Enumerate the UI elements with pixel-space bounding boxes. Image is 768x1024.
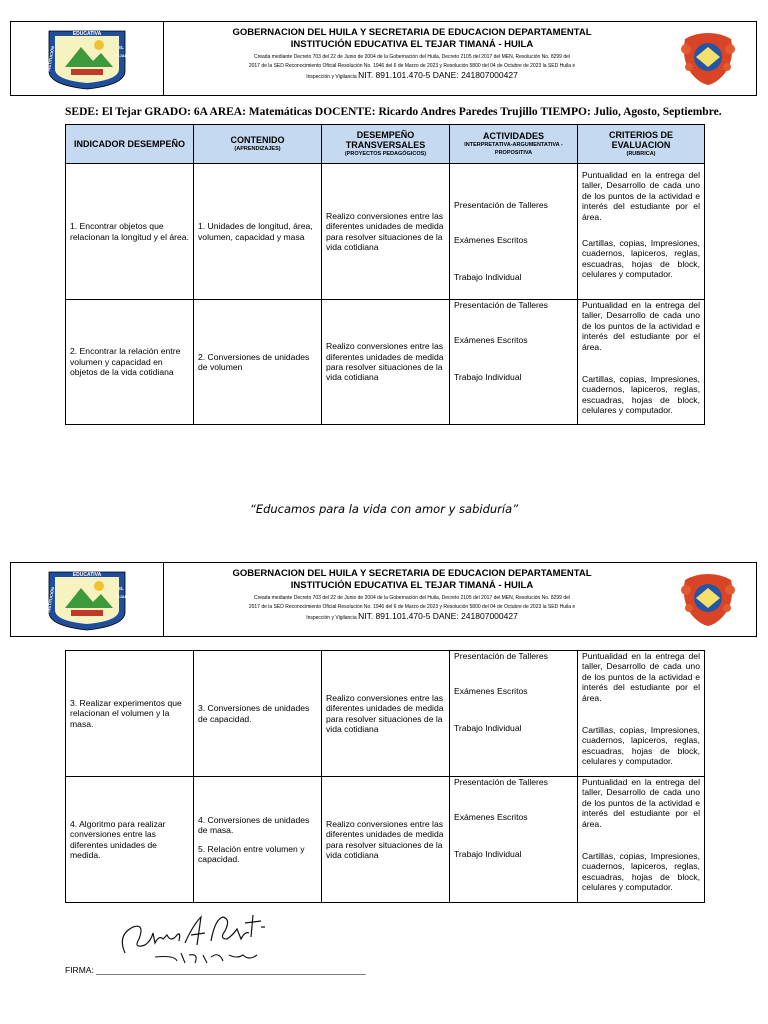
col-header-contenido: CONTENIDO (APRENDIZAJES) — [194, 125, 322, 164]
criterio-materiales: Cartillas, copias, Impresiones, cuadernos, lapiceros, reglas, escuadras, hojas de block, celulares y computador. — [582, 374, 700, 416]
header-line-1: GOBERNACION DEL HUILA Y SECRETARIA DE EDUCACION DEPARTAMENTAL — [232, 27, 592, 38]
header-small-text: Creada mediante Decreto 703 del 22 de Junio de 2004 de la Gobernación del Huila, Decreto 2105 del 2017 del MEN, Resolución No. 8299 del 2017 de la SED Reconocimiento Oficial Resolución No. 1946 del 6 de Marzo de 2023 y Resolución 5800 del 04 de Octubre de 2023 la SED Huila e Inspección y Vigilancia NIT. 891.101.470-5 DANE: 241807000427 — [248, 595, 576, 621]
criterio-materiales: Cartillas, copias, Impresiones, cuadernos, lapiceros, reglas, escuadras, hojas de block, celulares y computador. — [582, 725, 700, 767]
criterio-materiales: Cartillas, copias, Impresiones, cuadernos, lapiceros, reglas, escuadras, hojas de block, celulares y computador. — [582, 851, 700, 893]
table-row — [66, 777, 705, 903]
contenido-item: 5. Relación entre volumen y capacidad. — [198, 843, 305, 864]
criterios-cell — [578, 777, 705, 903]
activity-item: Exámenes Escritos — [454, 812, 528, 823]
indicador-cell: 2. Encontrar la relación entre volumen y capacidad en objetos de la vida cotidiana — [66, 300, 194, 425]
school-logo — [11, 563, 164, 636]
activity-item: Presentación de Talleres — [454, 300, 548, 310]
activity-item: Trabajo Individual — [454, 848, 522, 859]
header-line-1: GOBERNACION DEL HUILA Y SECRETARIA DE EDUCACION DEPARTAMENTAL — [232, 568, 592, 579]
header-line-2: INSTITUCIÓN EDUCATIVA EL TEJAR TIMANÁ - HUILA — [290, 39, 534, 50]
activity-item: Exámenes Escritos — [454, 686, 528, 697]
signature-line: FIRMA: _________________________________________________________ — [65, 965, 366, 975]
school-motto: “Educamos para la vida con amor y sabiduría” — [249, 502, 519, 516]
desempeno-cell: Realizo conversiones entre las diferentes unidades de medida para resolver situaciones de la vida cotidiana — [322, 300, 450, 425]
indicador-cell: 3. Realizar experimentos que relacionan el volumen y la masa. — [66, 651, 194, 777]
activity-item: Presentación de Talleres — [454, 777, 548, 787]
col-header-actividades: ACTIVIDADES INTERPRETATIVA-ARGUMENTATIVA - PROPOSITIVA — [450, 125, 578, 164]
table-row — [66, 164, 705, 300]
logo-word-educativa: EDUCATIVA — [72, 571, 102, 578]
criterio-puntualidad: Puntualidad en la entrega del taller, Desarrollo de cada uno de los puntos de la actividad e interés del estudiante por el área. — [582, 651, 700, 703]
contenido-cell: 3. Conversiones de unidades de capacidad. — [194, 651, 322, 777]
department-coat-of-arms — [660, 22, 756, 95]
contenido-cell: 1. Unidades de longitud, área, volumen, capacidad y masa — [194, 164, 322, 300]
logo-word-tejar: TEJAR — [114, 52, 128, 58]
header-small-text: Creada mediante Decreto 703 del 22 de Junio de 2004 de la Gobernación del Huila, Decreto 2105 del 2017 del MEN, Resolución No. 8299 del 2017 de la SED Reconocimiento Oficial Resolución No. 1946 del 6 de Marzo de 2023 y Resolución 5800 del 04 de Octubre de 2023 la SED Huila e Inspección y Vigilancia NIT. 891.101.470-5 DANE: 241807000427 — [248, 54, 576, 80]
actividades-cell — [450, 164, 578, 300]
logo-word-tejar: TEJAR — [114, 593, 128, 599]
indicador-cell: 1. Encontrar objetos que relacionan la longitud y el área. — [66, 164, 194, 300]
criterio-materiales: Cartillas, copias, Impresiones, cuadernos, lapiceros, reglas, escuadras, hojas de block, celulares y computador. — [582, 238, 700, 280]
desempeno-cell: Realizo conversiones entre las diferentes unidades de medida para resolver situaciones de la vida cotidiana — [322, 777, 450, 903]
criterios-cell — [578, 164, 705, 300]
activity-item: Presentación de Talleres — [454, 651, 548, 661]
department-coat-of-arms — [660, 563, 756, 636]
logo-word-el: EL — [118, 585, 124, 591]
activity-item: Trabajo Individual — [454, 371, 522, 382]
header-nit: NIT. 891.101.470-5 DANE: 241807000427 — [358, 611, 518, 621]
school-logo — [11, 22, 164, 95]
activity-item: Trabajo Individual — [454, 271, 522, 282]
criterio-puntualidad: Puntualidad en la entrega del taller, Desarrollo de cada uno de los puntos de la actividad e interés del estudiante por el área. — [582, 777, 700, 829]
header-nit: NIT. 891.101.470-5 DANE: 241807000427 — [358, 70, 518, 80]
institution-header — [10, 21, 757, 96]
desempeno-cell: Realizo conversiones entre las diferentes unidades de medida para resolver situaciones de la vida cotidiana — [322, 651, 450, 777]
sede-info: SEDE: El Tejar GRADO: 6A AREA: Matemáticas DOCENTE: Ricardo Andres Paredes Trujillo TIEMPO: Julio, Agosto, Septiembre. — [65, 106, 722, 118]
activity-item: Exámenes Escritos — [454, 335, 528, 346]
indicador-cell: 4. Algoritmo para realizar conversiones entre las diferentes unidades de medida. — [66, 777, 194, 903]
header-line-2: INSTITUCIÓN EDUCATIVA EL TEJAR TIMANÁ - HUILA — [290, 580, 534, 591]
contenido-cell: 2. Conversiones de unidades de volumen — [194, 300, 322, 425]
actividades-cell — [450, 300, 578, 425]
logo-word-el: EL — [118, 44, 124, 50]
institution-header-repeat — [10, 562, 757, 637]
activity-item: Exámenes Escritos — [454, 235, 528, 246]
criterios-cell — [578, 651, 705, 777]
actividades-cell — [450, 651, 578, 777]
col-header-criterios: CRITERIOS DE EVALUACION (RUBRICA) — [578, 125, 705, 164]
logo-word-institucion: INSTITUCIÓN — [45, 45, 56, 72]
criterio-puntualidad: Puntualidad en la entrega del taller, Desarrollo de cada uno de los puntos de la actividad e interés del estudiante por el área. — [582, 300, 700, 352]
actividades-cell — [450, 777, 578, 903]
activity-item: Presentación de Talleres — [454, 200, 548, 210]
logo-word-educativa: EDUCATIVA — [72, 30, 102, 37]
desempeno-cell: Realizo conversiones entre las diferentes unidades de medida para resolver situaciones de la vida cotidiana — [322, 164, 450, 300]
criterios-cell — [578, 300, 705, 425]
table-row — [66, 651, 705, 777]
planning-table-1 — [65, 124, 705, 425]
logo-word-institucion: INSTITUCIÓN — [45, 586, 56, 613]
handwritten-signature — [115, 905, 275, 972]
col-header-indicador: INDICADOR DESEMPEÑO — [66, 125, 194, 164]
col-header-desempeno: DESEMPEÑO TRANSVERSALES (PROYECTOS PEDAGÓGICOS) — [322, 125, 450, 164]
table-row — [66, 300, 705, 425]
contenido-cell — [194, 777, 322, 903]
contenido-item: 4. Conversiones de unidades de masa. — [198, 814, 310, 836]
planning-table-2 — [65, 650, 705, 903]
criterio-puntualidad: Puntualidad en la entrega del taller, Desarrollo de cada uno de los puntos de la actividad e interés del estudiante por el área. — [582, 170, 700, 222]
activity-item: Trabajo Individual — [454, 722, 522, 733]
